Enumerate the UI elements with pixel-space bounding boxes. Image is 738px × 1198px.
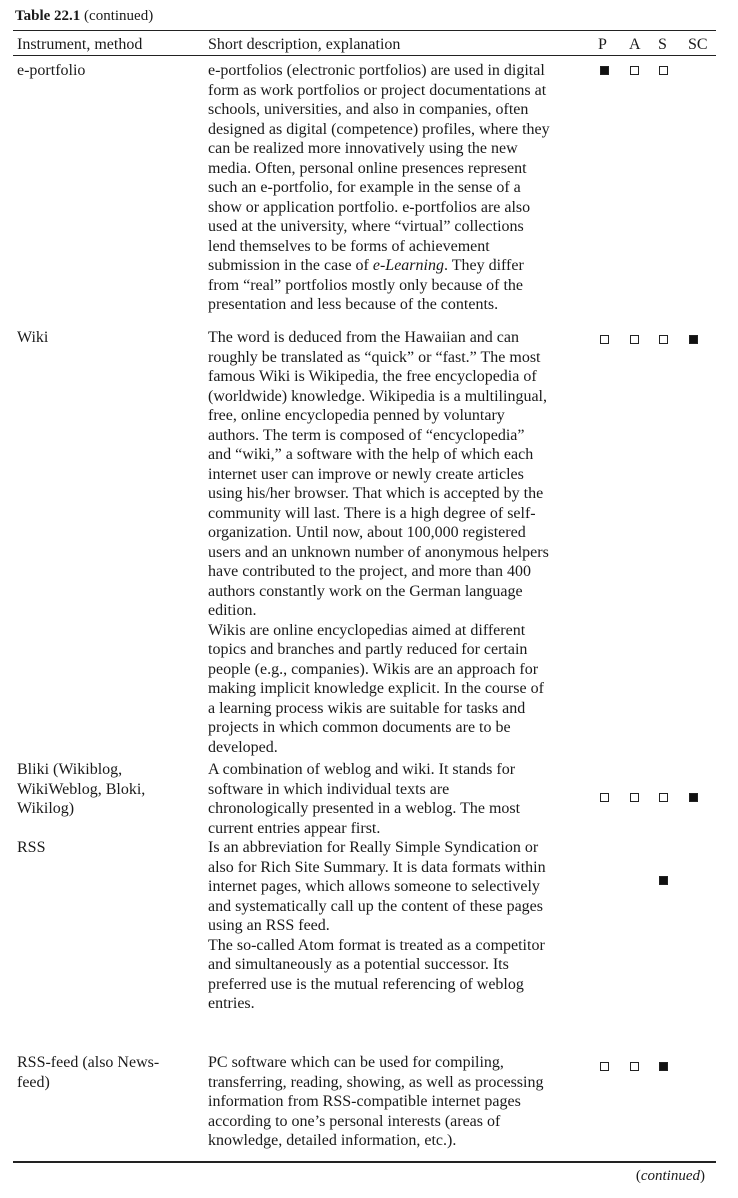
description-line: show or application portfolio. e-portfolios are also bbox=[208, 198, 531, 216]
table-row-description bbox=[208, 328, 588, 757]
table-row-instrument bbox=[17, 328, 187, 348]
description-line: such an e-portfolio, for example in the sense of a bbox=[208, 179, 521, 196]
description-line: making implicit knowledge explicit. In the course of bbox=[208, 680, 544, 697]
description-line: Wikis are online encyclopedias aimed at different bbox=[208, 621, 526, 639]
mark-p-filled bbox=[600, 66, 609, 75]
description-line: roughly be translated as “quick” or “fast.” The most bbox=[208, 348, 541, 366]
mark-a-empty bbox=[630, 1062, 639, 1071]
description-line: users and an unknown number of anonymous helpers bbox=[208, 543, 549, 561]
mark-s-empty bbox=[659, 66, 668, 75]
description-line: media. Often, personal online presences represent bbox=[208, 159, 527, 177]
instrument-name: Bliki (Wikiblog, bbox=[17, 761, 123, 778]
mark-p-empty bbox=[600, 1062, 609, 1071]
table-row-instrument bbox=[17, 1053, 187, 1092]
description-line: people (e.g., companies). Wikis are an approach for bbox=[208, 660, 539, 678]
table-row-description bbox=[208, 760, 588, 838]
header-s: S bbox=[658, 36, 667, 53]
instrument-name: feed) bbox=[17, 1073, 50, 1091]
description-line: A combination of weblog and wiki. It stands for bbox=[208, 761, 516, 778]
description-text: submission in the case of bbox=[208, 257, 369, 274]
mark-sc-filled bbox=[689, 335, 698, 344]
header-a: A bbox=[629, 36, 641, 53]
continued-note: (continued) bbox=[635, 1168, 705, 1184]
description-line: according to one’s personal interests (areas of bbox=[208, 1112, 501, 1130]
mark-a-empty bbox=[630, 793, 639, 802]
description-line: have contributed to the project, and more than 400 bbox=[208, 563, 532, 580]
description-line: Is an abbreviation for Really Simple Syndication or bbox=[208, 839, 539, 856]
mark-sc-filled bbox=[689, 793, 698, 802]
instrument-name: RSS bbox=[17, 839, 46, 856]
description-line: edition. bbox=[208, 602, 257, 619]
table-row-description bbox=[208, 838, 588, 1014]
description-line: preferred use is the mutual referencing of weblog bbox=[208, 975, 524, 993]
mark-s-empty bbox=[659, 793, 668, 802]
table-top-rule bbox=[13, 30, 716, 31]
table-row-instrument bbox=[17, 838, 187, 858]
description-line: software in which individual texts are bbox=[208, 780, 450, 798]
mark-s-filled bbox=[659, 1062, 668, 1071]
description-line: information from RSS-compatible internet pages bbox=[208, 1093, 521, 1110]
description-emphasis: e-Learning bbox=[372, 257, 444, 274]
description-line: can be realized more innovatively using the new bbox=[208, 140, 518, 157]
mark-s-empty bbox=[659, 335, 668, 344]
description-line: transferring, reading, showing, as well as processing bbox=[208, 1073, 544, 1091]
instrument-name: e-portfolio bbox=[17, 62, 86, 79]
description-line: organization. Until now, about 100,000 registered bbox=[208, 524, 526, 541]
table-continued-note: (continued) bbox=[84, 8, 154, 24]
description-line: developed. bbox=[208, 738, 278, 756]
instrument-name: WikiWeblog, Bloki, bbox=[17, 780, 146, 798]
description-line bbox=[208, 256, 588, 276]
description-line: chronologically presented in a weblog. The most bbox=[208, 800, 521, 817]
mark-a-empty bbox=[630, 335, 639, 344]
table-row-description bbox=[208, 61, 588, 315]
mark-a-empty bbox=[630, 66, 639, 75]
instrument-name: Wiki bbox=[17, 329, 49, 346]
instrument-name: RSS-feed (also News- bbox=[17, 1054, 160, 1071]
description-line: internet user can improve or newly create articles bbox=[208, 465, 524, 483]
table-bottom-rule bbox=[13, 1161, 716, 1163]
table-header-rule bbox=[13, 55, 716, 56]
description-line: schools, universities, and also in companies, often bbox=[208, 101, 529, 118]
description-line: PC software which can be used for compiling, bbox=[208, 1054, 504, 1071]
description-line: and “wiki,” a software with the help of which each bbox=[208, 446, 534, 463]
description-line: lend themselves to be forms of achievement bbox=[208, 237, 490, 255]
description-line: authors constantly work on the German language bbox=[208, 582, 523, 600]
table-row-instrument bbox=[17, 61, 187, 81]
description-text: . They differ bbox=[443, 257, 524, 274]
description-line: topics and branches and partly reduced for certain bbox=[208, 641, 528, 658]
description-line: and simultaneously as a potential successor. Its bbox=[208, 956, 509, 973]
table-number: Table 22.1 bbox=[15, 8, 81, 24]
description-line: presentation and less because of the contents. bbox=[208, 296, 499, 313]
description-line: community will last. There is a high degree of self- bbox=[208, 504, 536, 522]
description-line: form as work portfolios or project documentations at bbox=[208, 81, 547, 99]
description-line: using an RSS feed. bbox=[208, 917, 330, 934]
description-line: famous Wiki is Wikipedia, the free encyclopedia of bbox=[208, 368, 537, 385]
description-line: The word is deduced from the Hawaiian and can bbox=[208, 329, 519, 346]
description-line: free, online encyclopedia penned by voluntary bbox=[208, 407, 505, 424]
header-instrument: Instrument, method bbox=[17, 36, 143, 53]
table-row-description bbox=[208, 1053, 588, 1151]
description-line: using his/her browser. That which is accepted by the bbox=[208, 485, 544, 502]
mark-p-empty bbox=[600, 335, 609, 344]
description-line: knowledge, detailed information, etc.). bbox=[208, 1132, 457, 1149]
mark-s-filled bbox=[659, 876, 668, 885]
description-line: The so-called Atom format is treated as a competitor bbox=[208, 936, 545, 954]
description-line: entries. bbox=[208, 995, 255, 1012]
description-line: from “real” portfolios mostly only because of the bbox=[208, 276, 524, 294]
description-line: also for Rich Site Summary. It is data formats within bbox=[208, 858, 546, 876]
continued-text: continued bbox=[640, 1168, 700, 1184]
description-line: designed as digital (competence) profiles, where they bbox=[208, 120, 550, 138]
description-line: projects in which common documents are to be bbox=[208, 719, 511, 736]
description-line: used at the university, where “virtual” collections bbox=[208, 218, 524, 235]
header-p: P bbox=[598, 36, 607, 53]
table-row-instrument bbox=[17, 760, 187, 819]
instrument-name: Wikilog) bbox=[17, 800, 75, 817]
description-line: current entries appear first. bbox=[208, 819, 381, 837]
mark-p-empty bbox=[600, 793, 609, 802]
description-line: authors. The term is composed of “encyclopedia” bbox=[208, 426, 525, 444]
description-line: a learning process wikis are suitable for tasks and bbox=[208, 699, 526, 717]
header-sc: SC bbox=[688, 36, 708, 53]
header-description: Short description, explanation bbox=[208, 36, 401, 53]
description-line: and systematically call up the content of these pages bbox=[208, 897, 543, 915]
description-line: internet pages, which allows someone to selectively bbox=[208, 878, 540, 895]
table-caption bbox=[15, 7, 153, 25]
description-line: (worldwide) knowledge. Wikipedia is a multilingual, bbox=[208, 387, 547, 405]
description-line: e-portfolios (electronic portfolios) are used in digital bbox=[208, 62, 545, 79]
